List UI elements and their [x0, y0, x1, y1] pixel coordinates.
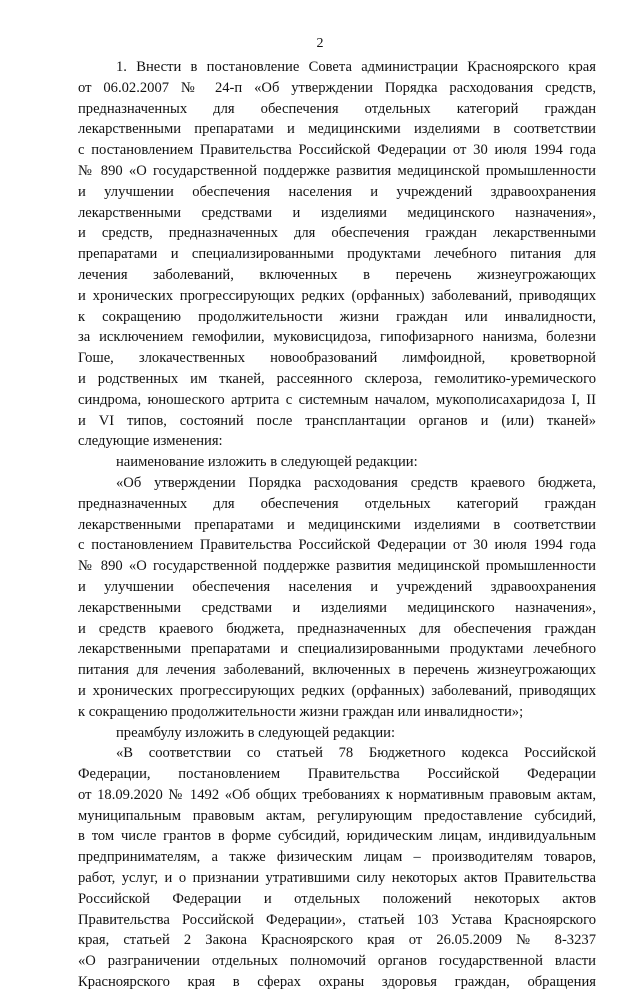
text-line: и хронических прогрессирующих редких (орфанных) заболеваний, приводящих	[78, 682, 596, 699]
text-line: наименование изложить в следующей редакции:	[116, 454, 418, 471]
text-line: и улучшении обеспечения населения и учреждений здравоохранения	[78, 183, 596, 200]
text-line: Красноярского края в сферах охраны здоровья граждан, обращения	[78, 974, 596, 991]
text-line: и улучшении обеспечения населения и учреждений здравоохранения	[78, 578, 596, 595]
text-line: к сокращению продолжительности жизни граждан или инвалидности,	[78, 308, 596, 325]
text-line: с постановлением Правительства Российской Федерации от 30 июля 1994 года	[78, 537, 596, 554]
text-line: лечения заболеваний, включенных в перечень жизнеугрожающих	[78, 266, 596, 283]
page-number: 2	[316, 36, 324, 51]
text-line: преамбулу изложить в следующей редакции:	[116, 724, 396, 741]
text-line: лекарственными средствами и изделиями медицинского назначения»,	[78, 204, 596, 221]
text-line: «О разграничении отдельных полномочий органов государственной власти	[78, 953, 596, 970]
text-line: Федерации, постановлением Правительства Российской Федерации	[78, 766, 596, 783]
text-line: и VI типов, состояний после трансплантации органов и (или) тканей»	[78, 412, 596, 429]
text-line: препаратами и специализированными продуктами лечебного питания для	[78, 246, 596, 263]
text-line: к сокращению продолжительности жизни граждан или инвалидности»;	[78, 703, 524, 720]
text-line: Гоше, злокачественных новообразований лимфоидной, кроветворной	[78, 350, 596, 367]
text-line: «Об утверждении Порядка расходования средств краевого бюджета,	[116, 474, 596, 491]
text-line: и средств, предназначенных для обеспечения граждан лекарственными	[78, 225, 596, 242]
text-line: за исключением гемофилии, муковисцидоза, гипофизарного нанизма, болезни	[78, 329, 596, 346]
text-line: 1. Внести в постановление Совета администрации Красноярского края	[116, 59, 596, 75]
text-line: с постановлением Правительства Российской Федерации от 30 июля 1994 года	[78, 142, 596, 159]
text-line: синдрома, юношеского артрита с системным началом, мукополисахаридоза I, II	[78, 391, 596, 408]
text-line: «В соответствии со статьей 78 Бюджетного кодекса Российской	[116, 745, 596, 762]
text-line: муниципальным правовым актам, регулирующим предоставление субсидий,	[78, 807, 596, 824]
text-line: следующие изменения:	[78, 433, 223, 450]
document-body	[78, 57, 596, 993]
text-line: и родственных им тканей, рассеянного склероза, гемолитико-уремического	[78, 370, 596, 387]
text-line: питания для лечения заболеваний, включенных в перечень жизнеугрожающих	[78, 662, 596, 679]
text-line: предназначенных для обеспечения отдельных категорий граждан	[78, 495, 596, 512]
text-line: Российской Федерации и отдельных положений некоторых актов	[78, 890, 596, 907]
text-line: от 06.02.2007 № 24-п «Об утверждении Порядка расходования средств,	[78, 79, 596, 96]
text-line: № 890 «О государственной поддержке развития медицинской промышленности	[78, 558, 596, 575]
text-line: лекарственными средствами и изделиями медицинского назначения»,	[78, 599, 596, 616]
text-line: лекарственными препаратами и специализированными продуктами лечебного	[78, 641, 596, 658]
text-line: предназначенных для обеспечения отдельных категорий граждан	[78, 100, 596, 117]
text-line: края, статьей 2 Закона Красноярского края от 26.05.2009 № 8-3237	[78, 932, 596, 949]
text-line: лекарственными препаратами и медицинскими изделиями в соответствии	[78, 121, 596, 138]
text-line: предпринимателям, а также физическим лицам – производителям товаров,	[78, 849, 596, 866]
text-line: работ, услуг, и о признании утратившими силу некоторых актов Правительства	[78, 870, 596, 887]
text-line: Правительства Российской Федерации», статьей 103 Устава Красноярского	[78, 911, 596, 928]
text-line: лекарственными препаратами и медицинскими изделиями в соответствии	[78, 516, 596, 533]
text-line: от 18.09.2020 № 1492 «Об общих требованиях к нормативным правовым актам,	[78, 786, 596, 803]
text-line: и хронических прогрессирующих редких (орфанных) заболеваний, приводящих	[78, 287, 596, 304]
text-line: № 890 «О государственной поддержке развития медицинской промышленности	[78, 162, 596, 179]
text-line: в том числе грантов в форме субсидий, юридическим лицам, индивидуальным	[78, 828, 596, 845]
text-line: и средств краевого бюджета, предназначенных для обеспечения граждан	[78, 620, 596, 637]
